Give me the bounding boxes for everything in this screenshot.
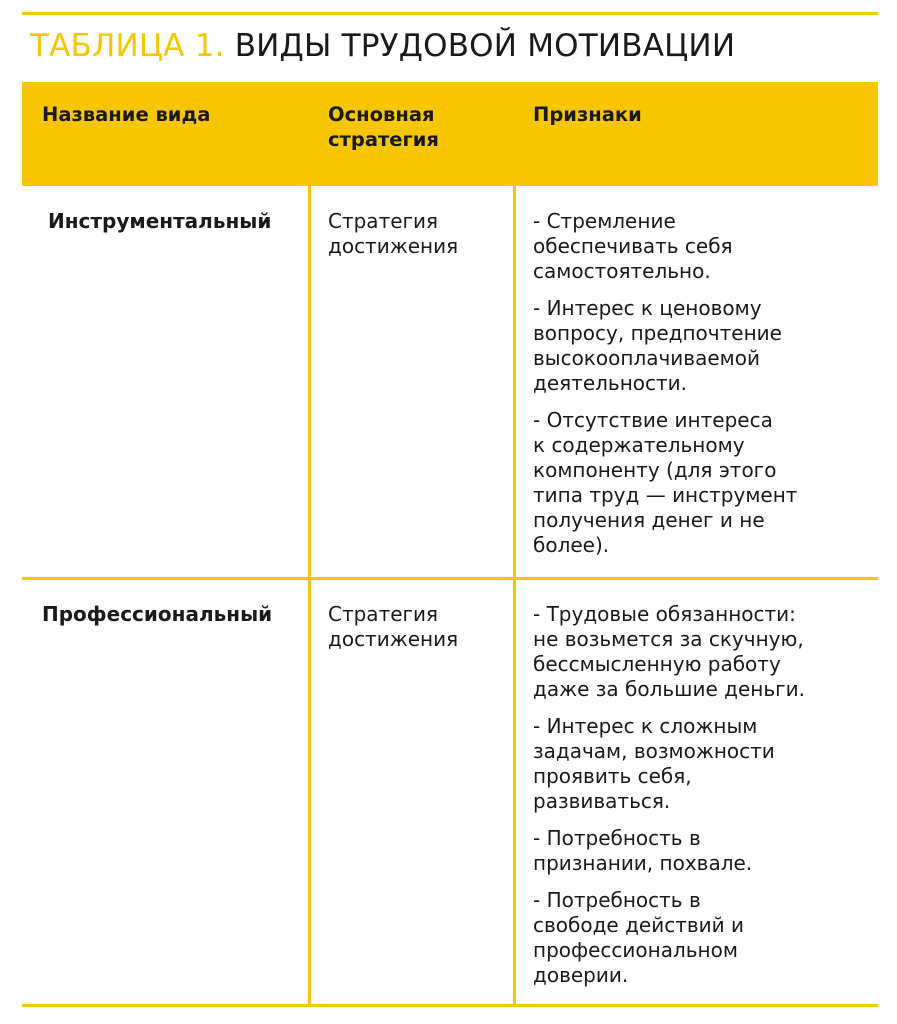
- bottom-rule: [22, 1004, 878, 1007]
- sign-item: [533, 826, 873, 876]
- sign-line: самостоятельно.: [533, 259, 711, 283]
- sign-line: получения денег и не: [533, 508, 765, 532]
- table-header: [22, 82, 878, 186]
- sign-line: проявить себя,: [533, 764, 692, 788]
- row-2-strategy-line1: Стратегия: [328, 602, 439, 626]
- column-divider-2: [513, 82, 516, 1007]
- sign-item: [533, 714, 873, 814]
- sign-line: - Интерес к ценовому: [533, 296, 762, 320]
- sign-item: [533, 209, 873, 284]
- sign-line: более).: [533, 533, 610, 557]
- row-1-strategy-line2: достижения: [328, 234, 459, 258]
- sign-line: задачам, возможности: [533, 739, 775, 763]
- sign-item: [533, 888, 873, 988]
- sign-line: высокооплачиваемой: [533, 346, 760, 370]
- sign-line: бессмысленную работу: [533, 652, 781, 676]
- sign-line: не возьмется за скучную,: [533, 627, 804, 651]
- header-col-strategy-line1: Основная: [328, 103, 435, 126]
- sign-line: признании, похвале.: [533, 851, 753, 875]
- row-2-signs: [533, 602, 873, 1000]
- sign-item: [533, 408, 873, 558]
- header-col-name: Название вида: [42, 103, 211, 126]
- sign-line: доверии.: [533, 963, 629, 987]
- sign-line: профессиональном: [533, 938, 738, 962]
- sign-line: - Трудовые обязанности:: [533, 602, 796, 626]
- header-col-strategy-line2: стратегия: [328, 128, 439, 151]
- row-1-name: Инструментальный: [48, 209, 272, 233]
- row-divider: [22, 577, 878, 580]
- sign-line: компоненту (для этого: [533, 458, 777, 482]
- sign-line: - Потребность в: [533, 826, 701, 850]
- sign-line: деятельности.: [533, 371, 688, 395]
- table-number: ТАБЛИЦА 1.: [30, 28, 225, 64]
- top-rule: [22, 12, 878, 15]
- row-2-strategy-line2: достижения: [328, 627, 459, 651]
- table-title: [30, 28, 735, 64]
- row-2-strategy: [328, 602, 458, 652]
- sign-line: типа труд — инструмент: [533, 483, 798, 507]
- column-divider-1: [308, 82, 311, 1007]
- sign-line: даже за большие деньги.: [533, 677, 805, 701]
- sign-line: развиваться.: [533, 789, 671, 813]
- sign-line: свободе действий и: [533, 913, 744, 937]
- sign-line: - Интерес к сложным: [533, 714, 758, 738]
- header-col-signs: Признаки: [533, 103, 642, 126]
- sign-line: - Отсутствие интереса: [533, 408, 773, 432]
- sign-item: [533, 602, 873, 702]
- row-1-strategy-line1: Стратегия: [328, 209, 439, 233]
- sign-line: к содержательному: [533, 433, 745, 457]
- sign-line: вопросу, предпочтение: [533, 321, 782, 345]
- header-col-strategy: [328, 102, 439, 152]
- sign-item: [533, 296, 873, 396]
- row-2-name: Профессиональный: [42, 602, 273, 626]
- row-1-strategy: [328, 209, 458, 259]
- table-caption: ВИДЫ ТРУДОВОЙ МОТИВАЦИИ: [234, 28, 736, 64]
- sign-line: - Стремление: [533, 209, 676, 233]
- row-1-signs: [533, 209, 873, 570]
- sign-line: - Потребность в: [533, 888, 701, 912]
- sign-line: обеспечивать себя: [533, 234, 733, 258]
